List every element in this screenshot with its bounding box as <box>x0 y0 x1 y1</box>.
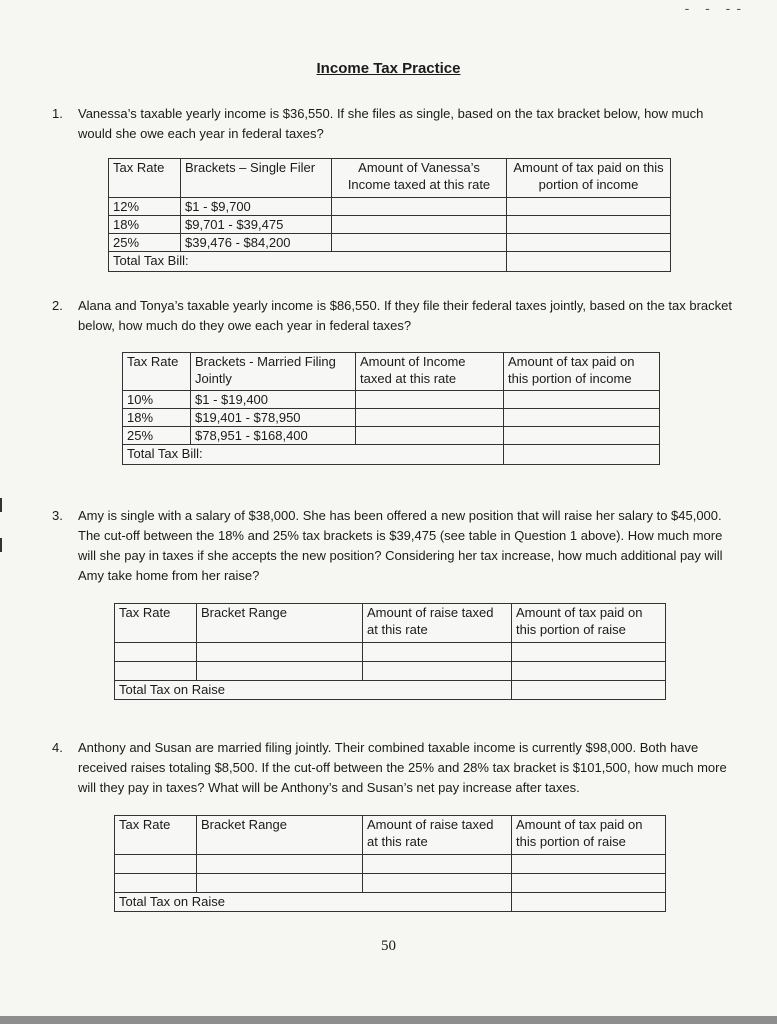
table-row <box>109 234 671 252</box>
table-header-row <box>109 159 671 198</box>
answer-cell[interactable] <box>197 874 363 893</box>
rate-cell: 25% <box>109 234 181 252</box>
question-4 <box>52 738 732 798</box>
question-text: Amy is single with a salary of $38,000. She has been offered a new position that will raise her salary to $45,000. The cut-off between the 18% and 25% tax brackets is $39,475 (see table in Question 1 above). How much more will she pay in taxes if she accepts the new position? Considering her tax increase, how much additional pay will Amy take home from her raise? <box>78 508 723 583</box>
answer-cell[interactable] <box>504 427 660 445</box>
answer-cell[interactable] <box>197 662 363 681</box>
answer-cell[interactable] <box>363 643 512 662</box>
answer-cell[interactable] <box>507 216 671 234</box>
header-cell: Tax Rate <box>115 604 197 643</box>
header-cell: Amount of raise taxed at this rate <box>363 604 512 643</box>
answer-cell[interactable] <box>507 234 671 252</box>
table-row <box>115 874 666 893</box>
table-row <box>115 662 666 681</box>
tax-table-2 <box>122 352 660 465</box>
question-2 <box>52 296 732 336</box>
answer-cell[interactable] <box>512 643 666 662</box>
answer-cell[interactable] <box>512 893 666 912</box>
table-header-row <box>123 353 660 391</box>
total-label: Total Tax Bill: <box>109 252 507 272</box>
header-cell: Amount of Income taxed at this rate <box>356 353 504 391</box>
answer-cell[interactable] <box>115 855 197 874</box>
table-header-row <box>115 816 666 855</box>
bracket-cell: $1 - $19,400 <box>191 391 356 409</box>
rate-cell: 12% <box>109 198 181 216</box>
tax-table-4 <box>114 815 666 912</box>
question-number: 1. <box>52 106 63 121</box>
header-cell: Bracket Range <box>197 816 363 855</box>
header-cell: Brackets – Single Filer <box>181 159 332 198</box>
answer-cell[interactable] <box>512 662 666 681</box>
header-cell: Brackets - Married Filing Jointly <box>191 353 356 391</box>
table-row <box>123 409 660 427</box>
tax-table-1 <box>108 158 671 272</box>
answer-cell[interactable] <box>504 409 660 427</box>
question-number: 2. <box>52 298 63 313</box>
page-number: 50 <box>381 938 396 954</box>
answer-cell[interactable] <box>332 234 507 252</box>
table-row <box>109 216 671 234</box>
answer-cell[interactable] <box>507 252 671 272</box>
bracket-cell: $1 - $9,700 <box>181 198 332 216</box>
table-row <box>123 391 660 409</box>
total-row <box>109 252 671 272</box>
answer-cell[interactable] <box>356 409 504 427</box>
total-row <box>115 893 666 912</box>
question-3 <box>52 506 732 586</box>
corner-marks: - - -- <box>684 0 747 16</box>
rate-cell: 18% <box>123 409 191 427</box>
header-cell: Amount of tax paid on this portion of raise <box>512 604 666 643</box>
answer-cell[interactable] <box>356 391 504 409</box>
answer-cell[interactable] <box>115 874 197 893</box>
header-cell: Amount of tax paid on this portion of income <box>504 353 660 391</box>
answer-cell[interactable] <box>363 855 512 874</box>
table-row <box>123 427 660 445</box>
question-number: 3. <box>52 508 63 523</box>
question-text: Vanessa’s taxable yearly income is $36,550. If she files as single, based on the tax bracket below, how much would she owe each year in federal taxes? <box>78 106 704 141</box>
question-text: Alana and Tonya’s taxable yearly income is $86,550. If they file their federal taxes jointly, based on the tax bracket below, how much do they owe each year in federal taxes? <box>78 298 732 333</box>
header-cell: Amount of raise taxed at this rate <box>363 816 512 855</box>
answer-cell[interactable] <box>197 855 363 874</box>
question-1 <box>52 104 732 144</box>
answer-cell[interactable] <box>504 391 660 409</box>
bracket-cell: $9,701 - $39,475 <box>181 216 332 234</box>
header-cell: Tax Rate <box>123 353 191 391</box>
total-row <box>123 445 660 465</box>
scan-edge-mark <box>0 498 2 512</box>
answer-cell[interactable] <box>512 681 666 700</box>
header-cell: Amount of tax paid on this portion of raise <box>512 816 666 855</box>
header-cell: Amount of Vanessa’s Income taxed at this rate <box>332 159 507 198</box>
header-cell: Bracket Range <box>197 604 363 643</box>
question-number: 4. <box>52 740 63 755</box>
answer-cell[interactable] <box>504 445 660 465</box>
answer-cell[interactable] <box>115 643 197 662</box>
header-cell: Tax Rate <box>115 816 197 855</box>
table-row <box>109 198 671 216</box>
question-text: Anthony and Susan are married filing jointly. Their combined taxable income is currently $98,000. Both have received raises totaling $8,500. If the cut-off between the 25% and 28% tax bracket is $101,500, how much more will they pay in taxes? What will be Anthony’s and Susan’s net pay increase after taxes. <box>78 740 727 795</box>
answer-cell[interactable] <box>363 662 512 681</box>
table-row <box>115 643 666 662</box>
answer-cell[interactable] <box>356 427 504 445</box>
rate-cell: 10% <box>123 391 191 409</box>
page-title: Income Tax Practice <box>316 60 461 77</box>
tax-table-3 <box>114 603 666 700</box>
answer-cell[interactable] <box>512 874 666 893</box>
total-label: Total Tax Bill: <box>123 445 504 465</box>
scan-bottom-edge <box>0 1016 777 1024</box>
rate-cell: 18% <box>109 216 181 234</box>
scan-edge-mark <box>0 538 2 552</box>
bracket-cell: $78,951 - $168,400 <box>191 427 356 445</box>
answer-cell[interactable] <box>115 662 197 681</box>
total-label: Total Tax on Raise <box>115 681 512 700</box>
table-row <box>115 855 666 874</box>
answer-cell[interactable] <box>197 643 363 662</box>
answer-cell[interactable] <box>332 198 507 216</box>
answer-cell[interactable] <box>512 855 666 874</box>
bracket-cell: $39,476 - $84,200 <box>181 234 332 252</box>
answer-cell[interactable] <box>332 216 507 234</box>
header-cell: Amount of tax paid on this portion of income <box>507 159 671 198</box>
total-row <box>115 681 666 700</box>
rate-cell: 25% <box>123 427 191 445</box>
total-label: Total Tax on Raise <box>115 893 512 912</box>
bracket-cell: $19,401 - $78,950 <box>191 409 356 427</box>
answer-cell[interactable] <box>507 198 671 216</box>
header-cell: Tax Rate <box>109 159 181 198</box>
table-header-row <box>115 604 666 643</box>
answer-cell[interactable] <box>363 874 512 893</box>
